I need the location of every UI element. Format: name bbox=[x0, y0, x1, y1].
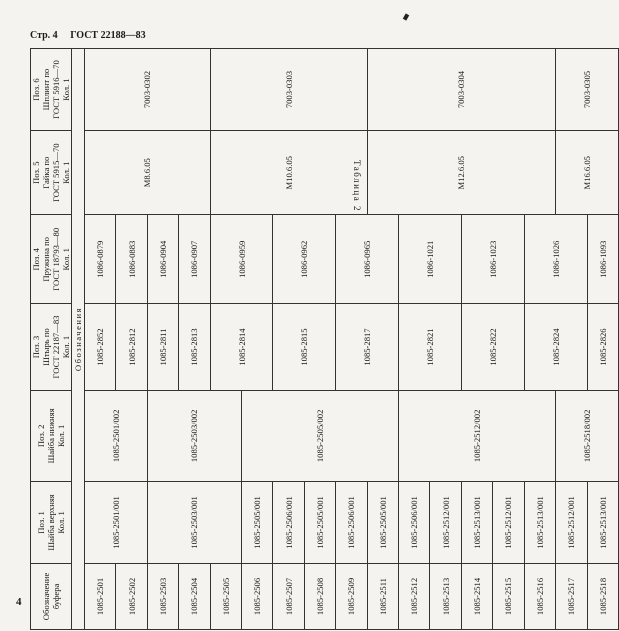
pos3-cell: 1085-2814 bbox=[210, 304, 273, 391]
col-header-line: Кол. 1 bbox=[61, 335, 71, 359]
pos4-cell: 1086-1093 bbox=[587, 215, 618, 304]
designation-cell: 1085-2514 bbox=[461, 563, 492, 629]
pos3-cell: 1085-2824 bbox=[524, 304, 587, 391]
pos1-cell: 1085-2513/001 bbox=[524, 481, 555, 563]
pos4-cell: 1086-1021 bbox=[399, 215, 462, 304]
pos1-cell: 1085-2512/001 bbox=[430, 481, 461, 563]
designation-cell: 1085-2515 bbox=[493, 563, 524, 629]
designation-cell: 1085-2513 bbox=[430, 563, 461, 629]
standard-number: ГОСТ 22188—83 bbox=[70, 30, 146, 41]
pos2-cell: 1085-2512/002 bbox=[399, 390, 556, 481]
col-header-0 bbox=[31, 563, 72, 629]
col-header-line: Кол. 1 bbox=[61, 161, 71, 184]
pos1-cell: 1085-2506/001 bbox=[336, 481, 367, 563]
col-header-line: ГОСТ 5916—70 bbox=[51, 60, 61, 119]
pos5-cell: М12.6.05 bbox=[367, 131, 555, 215]
designation-cell: 1085-2508 bbox=[304, 563, 335, 629]
col-header-line: буфера bbox=[51, 583, 61, 610]
col-header-3 bbox=[31, 304, 72, 391]
col-header-5 bbox=[31, 131, 72, 215]
col-header-line: Поз. 1 bbox=[36, 511, 46, 534]
designation-cell: 1085-2501 bbox=[85, 563, 116, 629]
col-header-line: Пружина по bbox=[41, 237, 51, 282]
col-header-line: Шплинт по bbox=[41, 68, 51, 111]
pos3-cell: 1085-2813 bbox=[179, 304, 210, 391]
pos2-cell: 1085-2518/002 bbox=[556, 390, 619, 481]
pos6-cell: 7003-0304 bbox=[367, 49, 555, 131]
designation-cell: 1085-2502 bbox=[116, 563, 147, 629]
designation-cell: 1085-2507 bbox=[273, 563, 304, 629]
designation-cell: 1085-2505 bbox=[210, 563, 241, 629]
pos2-cell: 1085-2501/002 bbox=[85, 390, 148, 481]
pos3-cell: 1085-2815 bbox=[273, 304, 336, 391]
pos1-cell: 1085-2506/001 bbox=[399, 481, 430, 563]
pos2-cell: 1085-2503/002 bbox=[147, 390, 241, 481]
col-header-4 bbox=[31, 215, 72, 304]
pos1-cell: 1085-2505/001 bbox=[367, 481, 398, 563]
col-header-line: Кол. 1 bbox=[56, 511, 66, 534]
col-header-line: ГОСТ 5915—70 bbox=[51, 143, 61, 203]
table-row bbox=[85, 49, 116, 630]
pos1-cell: 1085-2501/001 bbox=[85, 481, 148, 563]
col-header-line: Поз. 4 bbox=[31, 248, 41, 271]
pos3-cell: 1085-2826 bbox=[587, 304, 618, 391]
page-label: Стр. 4 bbox=[30, 30, 58, 41]
pos3-cell: 1085-2821 bbox=[399, 304, 462, 391]
pos6-cell: 7003-0305 bbox=[556, 49, 619, 131]
pos6-cell: 7003-0302 bbox=[85, 49, 211, 131]
pos2-cell: 1085-2505/002 bbox=[242, 390, 399, 481]
rotated-table-frame bbox=[30, 48, 608, 630]
pos5-cell: М8.6.05 bbox=[85, 131, 211, 215]
pos1-cell: 1085-2512/001 bbox=[493, 481, 524, 563]
pos1-cell: 1085-2513/001 bbox=[461, 481, 492, 563]
pos3-cell: 1085-2812 bbox=[116, 304, 147, 391]
pos4-cell: 1086-0965 bbox=[336, 215, 399, 304]
col-header-line: Поз. 6 bbox=[31, 78, 41, 101]
col-header-line: Поз. 3 bbox=[31, 335, 41, 359]
pos1-cell: 1085-2506/001 bbox=[273, 481, 304, 563]
ink-mark bbox=[403, 13, 409, 20]
pos6-cell: 7003-0303 bbox=[210, 49, 367, 131]
pos1-cell: 1085-2505/001 bbox=[304, 481, 335, 563]
pos3-cell: 1085-2811 bbox=[147, 304, 178, 391]
pos4-cell: 1086-0879 bbox=[85, 215, 116, 304]
col-header-line: Поз. 5 bbox=[31, 161, 41, 184]
pos4-cell: 1086-1026 bbox=[524, 215, 587, 304]
pos1-cell: 1085-2512/001 bbox=[556, 481, 587, 563]
designation-cell: 1085-2506 bbox=[242, 563, 273, 629]
col-header-1 bbox=[31, 481, 72, 563]
col-header-6 bbox=[31, 49, 72, 131]
header-row bbox=[31, 49, 72, 630]
pos3-cell: 1085-2817 bbox=[336, 304, 399, 391]
pos5-cell: М10.6.05 bbox=[210, 131, 367, 215]
designation-cell: 1085-2518 bbox=[587, 563, 618, 629]
col-header-line: Обозначение bbox=[41, 572, 51, 621]
designation-cell: 1085-2512 bbox=[399, 563, 430, 629]
designation-cell: 1085-2511 bbox=[367, 563, 398, 629]
section-row bbox=[72, 49, 85, 630]
col-header-line: Кол. 1 bbox=[61, 78, 71, 101]
designation-cell: 1085-2516 bbox=[524, 563, 555, 629]
col-header-line: Кол. 1 bbox=[61, 248, 71, 271]
designation-cell: 1085-2509 bbox=[336, 563, 367, 629]
pos1-cell: 1085-2513/001 bbox=[587, 481, 618, 563]
pos4-cell: 1086-0962 bbox=[273, 215, 336, 304]
table-caption: Таблица 2 bbox=[352, 160, 362, 212]
pos4-cell: 1086-0959 bbox=[210, 215, 273, 304]
col-header-line: Шайба верхняя bbox=[46, 494, 56, 551]
section-label: Обозначения bbox=[72, 49, 85, 630]
pos3-cell: 1085-2852 bbox=[85, 304, 116, 391]
col-header-line: Шайба нижняя bbox=[46, 408, 56, 464]
designation-cell: 1085-2504 bbox=[179, 563, 210, 629]
col-header-line: Штырь по bbox=[41, 328, 51, 366]
col-header-line: ГОСТ 18793—80 bbox=[51, 227, 61, 291]
pos5-cell: М16.6.05 bbox=[556, 131, 619, 215]
designation-cell: 1085-2503 bbox=[147, 563, 178, 629]
col-header-line: Кол. 1 bbox=[56, 424, 66, 448]
pos4-cell: 1086-1023 bbox=[461, 215, 524, 304]
pos1-cell: 1085-2505/001 bbox=[242, 481, 273, 563]
pos4-cell: 1086-0883 bbox=[116, 215, 147, 304]
col-header-line: Поз. 2 bbox=[36, 424, 46, 448]
pos4-cell: 1086-0904 bbox=[147, 215, 178, 304]
parts-table bbox=[30, 48, 619, 630]
col-header-line: Гайка по bbox=[41, 156, 51, 189]
pos1-cell: 1085-2503/001 bbox=[147, 481, 241, 563]
page-number: 4 bbox=[16, 596, 22, 608]
pos4-cell: 1086-0907 bbox=[179, 215, 210, 304]
col-header-2 bbox=[31, 390, 72, 481]
designation-cell: 1085-2517 bbox=[556, 563, 587, 629]
page-header bbox=[30, 30, 156, 41]
col-header-line: ГОСТ 22187—83 bbox=[51, 315, 61, 379]
pos3-cell: 1085-2822 bbox=[461, 304, 524, 391]
